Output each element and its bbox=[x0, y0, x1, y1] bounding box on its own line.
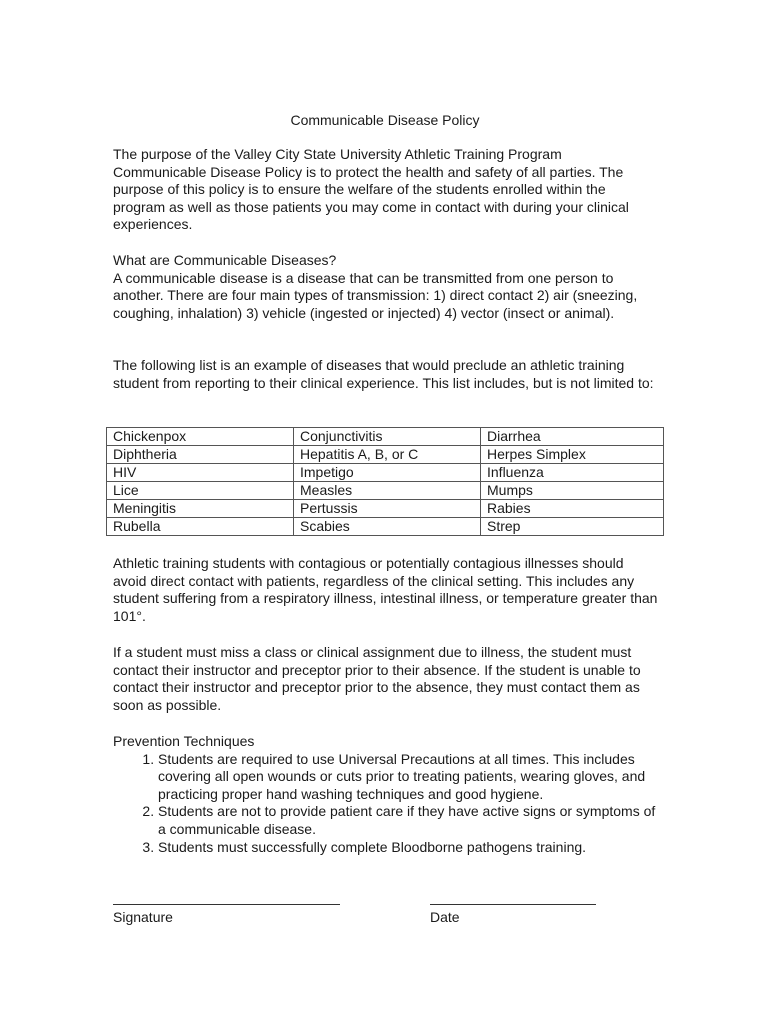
prevention-list bbox=[113, 751, 658, 857]
signature-label: Signature bbox=[113, 909, 173, 925]
date-line[interactable] bbox=[430, 904, 596, 905]
communicable-diseases-heading: What are Communicable Diseases? bbox=[113, 252, 337, 268]
table-cell: Hepatitis A, B, or C bbox=[294, 446, 481, 464]
table-cell: Diarrhea bbox=[481, 428, 664, 446]
communicable-diseases-body: A communicable disease is a disease that can be transmitted from one person to another. There are four main types of transmission: 1) direct contact 2) air (sneezing, coughing, inhalation) 3) vehicle (ingested or injected) 4) vector (insect or animal). bbox=[113, 269, 638, 321]
table-cell: Herpes Simplex bbox=[481, 446, 664, 464]
purpose-paragraph: The purpose of the Valley City State University Athletic Training Program Communicable Disease Policy is to protect the health and safety of all parties. The purpose of this policy is to ensure the welfare of the students enrolled within the program as well as those patients you may come in contact with during your clinical experiences. bbox=[113, 146, 629, 233]
communicable-diseases-section bbox=[113, 252, 658, 322]
contagious-illness-paragraph: Athletic training students with contagious or potentially contagious illnesses should avoid direct contact with patients, regardless of the clinical setting. This includes any student suffering from a respiratory illness, intestinal illness, or temperature greater than 101°. bbox=[113, 555, 658, 624]
table-cell: Rubella bbox=[107, 518, 294, 536]
table-cell: Meningitis bbox=[107, 500, 294, 518]
table-cell: Mumps bbox=[481, 482, 664, 500]
table-cell: Chickenpox bbox=[107, 428, 294, 446]
disease-list-intro: The following list is an example of diseases that would preclude an athletic training student from reporting to their clinical experience. This list includes, but is not limited to: bbox=[113, 357, 654, 391]
table-cell: Diphtheria bbox=[107, 446, 294, 464]
list-item: 2. Students are not to provide patient care if they have active signs or symptoms of a communicable disease. bbox=[158, 803, 658, 838]
signature-line[interactable] bbox=[113, 904, 340, 905]
list-item: 3. Students must successfully complete Bloodborne pathogens training. bbox=[158, 839, 658, 857]
list-item: 1. Students are required to use Universal Precautions at all times. This includes covering all open wounds or cuts prior to treating patients, wearing gloves, and practicing proper hand washing techniques and good hygiene. bbox=[158, 751, 658, 804]
table-cell: Influenza bbox=[481, 464, 664, 482]
table-row bbox=[107, 482, 664, 500]
document-title: Communicable Disease Policy bbox=[290, 112, 480, 128]
table-cell: Measles bbox=[294, 482, 481, 500]
table-row bbox=[107, 446, 664, 464]
table-cell: Strep bbox=[481, 518, 664, 536]
table-cell: Conjunctivitis bbox=[294, 428, 481, 446]
table-row bbox=[107, 428, 664, 446]
table-cell: Lice bbox=[107, 482, 294, 500]
table-row bbox=[107, 464, 664, 482]
diseases-table bbox=[106, 427, 664, 536]
prevention-heading: Prevention Techniques bbox=[113, 733, 255, 749]
table-row bbox=[107, 500, 664, 518]
date-label: Date bbox=[430, 909, 460, 925]
table-cell: HIV bbox=[107, 464, 294, 482]
table-cell: Scabies bbox=[294, 518, 481, 536]
prevention-section bbox=[113, 733, 658, 856]
table-cell: Pertussis bbox=[294, 500, 481, 518]
table-row bbox=[107, 518, 664, 536]
table-cell: Rabies bbox=[481, 500, 664, 518]
absence-paragraph: If a student must miss a class or clinical assignment due to illness, the student must contact their instructor and preceptor prior to their absence. If the student is unable to contact their instructor and preceptor prior to the absence, they must contact them as soon as possible. bbox=[113, 644, 641, 713]
table-cell: Impetigo bbox=[294, 464, 481, 482]
